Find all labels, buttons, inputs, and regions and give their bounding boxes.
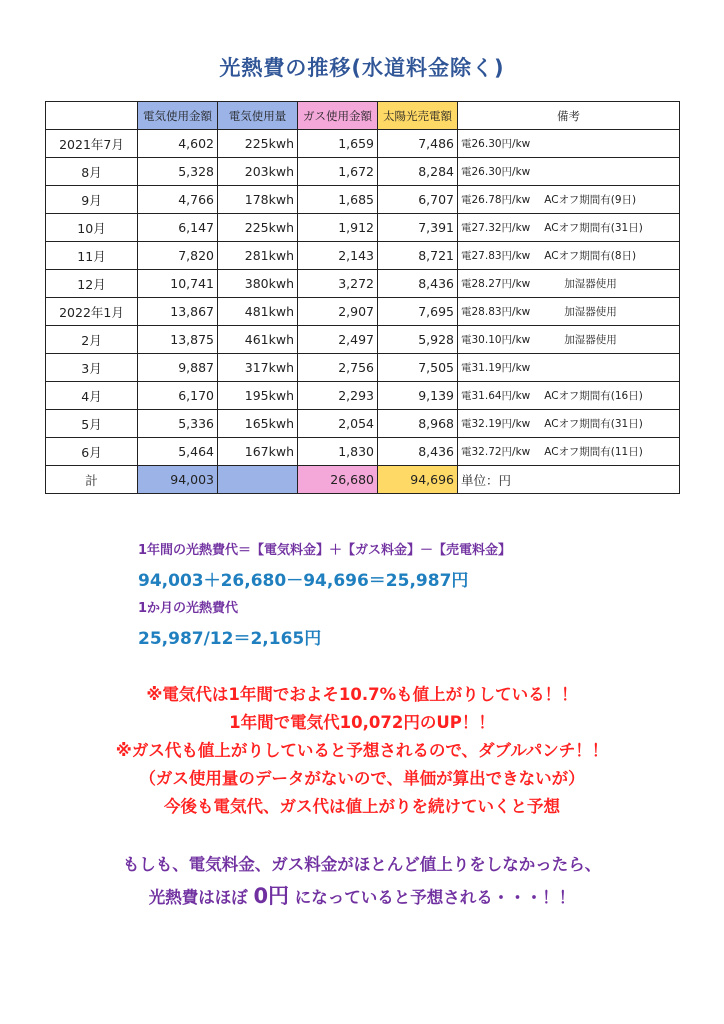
electric-cost-cell: 13,875 bbox=[138, 326, 218, 354]
rate-note: 電26.30円/kw bbox=[461, 138, 531, 150]
remark-note: ACオフ期間有(9日) bbox=[544, 194, 637, 206]
conclusion-pre: 光熱費はほぼ bbox=[148, 888, 254, 907]
yearly-formula-label: 1年間の光熱費代＝【電気料金】＋【ガス料金】－【売電料金】 bbox=[138, 543, 512, 558]
notes-cell bbox=[458, 130, 680, 158]
electric-usage-cell: 195kwh bbox=[218, 382, 298, 410]
notes-cell bbox=[458, 354, 680, 382]
electric-usage-cell: 317kwh bbox=[218, 354, 298, 382]
solar-sales-cell: 8,721 bbox=[378, 242, 458, 270]
month-cell: 2月 bbox=[46, 326, 138, 354]
table-row bbox=[46, 158, 680, 186]
month-cell: 11月 bbox=[46, 242, 138, 270]
total-row bbox=[46, 466, 680, 494]
electric-cost-cell: 6,147 bbox=[138, 214, 218, 242]
rate-note: 電32.19円/kw bbox=[461, 418, 531, 430]
electric-cost-cell: 7,820 bbox=[138, 242, 218, 270]
solar-sales-cell: 8,436 bbox=[378, 270, 458, 298]
electric-usage-cell: 380kwh bbox=[218, 270, 298, 298]
notes-cell bbox=[458, 298, 680, 326]
remark-note: ACオフ期間有(31日) bbox=[544, 222, 643, 234]
table-body bbox=[46, 130, 680, 466]
remark-note: 加湿器使用 bbox=[564, 306, 617, 318]
rate-note: 電32.72円/kw bbox=[461, 446, 531, 458]
solar-sales-cell: 8,968 bbox=[378, 410, 458, 438]
gas-cost-cell: 3,272 bbox=[298, 270, 378, 298]
month-cell: 8月 bbox=[46, 158, 138, 186]
rate-note: 電27.83円/kw bbox=[461, 250, 531, 262]
solar-sales-cell: 8,284 bbox=[378, 158, 458, 186]
conclusion-line-2 bbox=[0, 880, 724, 910]
table-row bbox=[46, 382, 680, 410]
notes-cell bbox=[458, 158, 680, 186]
rate-note: 電31.64円/kw bbox=[461, 390, 531, 402]
header-electric-usage: 電気使用量 bbox=[218, 102, 298, 130]
warning-line-3: ※ガス代も値上がりしていると予想されるので、ダブルパンチ！！ bbox=[115, 741, 609, 760]
gas-cost-cell: 1,659 bbox=[298, 130, 378, 158]
solar-sales-cell: 7,391 bbox=[378, 214, 458, 242]
table-row bbox=[46, 298, 680, 326]
month-cell: 6月 bbox=[46, 438, 138, 466]
gas-cost-cell: 2,143 bbox=[298, 242, 378, 270]
month-cell: 12月 bbox=[46, 270, 138, 298]
electric-usage-cell: 481kwh bbox=[218, 298, 298, 326]
gas-cost-cell: 2,907 bbox=[298, 298, 378, 326]
month-cell: 5月 bbox=[46, 410, 138, 438]
gas-cost-cell: 1,912 bbox=[298, 214, 378, 242]
rate-note: 電28.27円/kw bbox=[461, 278, 531, 290]
yearly-formula-value: 94,003＋26,680－94,696＝25,987円 bbox=[138, 571, 469, 591]
notes-cell bbox=[458, 438, 680, 466]
electric-usage-cell: 461kwh bbox=[218, 326, 298, 354]
electric-usage-cell: 165kwh bbox=[218, 410, 298, 438]
solar-sales-cell: 6,707 bbox=[378, 186, 458, 214]
electric-cost-cell: 10,741 bbox=[138, 270, 218, 298]
utility-cost-table bbox=[45, 101, 680, 494]
solar-sales-cell: 8,436 bbox=[378, 438, 458, 466]
header-month bbox=[46, 102, 138, 130]
table-row bbox=[46, 214, 680, 242]
rate-note: 電26.78円/kw bbox=[461, 194, 531, 206]
table-row bbox=[46, 186, 680, 214]
electric-cost-cell: 5,464 bbox=[138, 438, 218, 466]
monthly-formula-value: 25,987/12＝2,165円 bbox=[138, 629, 322, 649]
table-row bbox=[46, 410, 680, 438]
page-title: 光熱費の推移(水道料金除く) bbox=[219, 56, 505, 80]
conclusion-line-1: もしも、電気料金、ガス料金がほとんど値上りをしなかったら、 bbox=[122, 855, 602, 874]
table-row bbox=[46, 326, 680, 354]
remark-note: ACオフ期間有(8日) bbox=[544, 250, 637, 262]
total-electric-usage bbox=[218, 466, 298, 494]
electric-usage-cell: 203kwh bbox=[218, 158, 298, 186]
table-row bbox=[46, 438, 680, 466]
rate-note: 電31.19円/kw bbox=[461, 362, 531, 374]
gas-cost-cell: 2,756 bbox=[298, 354, 378, 382]
electric-usage-cell: 225kwh bbox=[218, 130, 298, 158]
month-cell: 3月 bbox=[46, 354, 138, 382]
table-row bbox=[46, 354, 680, 382]
gas-cost-cell: 2,293 bbox=[298, 382, 378, 410]
month-cell: 4月 bbox=[46, 382, 138, 410]
header-electric-cost: 電気使用金額 bbox=[138, 102, 218, 130]
remark-note: 加湿器使用 bbox=[564, 334, 617, 346]
solar-sales-cell: 7,695 bbox=[378, 298, 458, 326]
header-notes: 備考 bbox=[458, 102, 680, 130]
notes-cell bbox=[458, 242, 680, 270]
solar-sales-cell: 7,505 bbox=[378, 354, 458, 382]
notes-cell bbox=[458, 410, 680, 438]
gas-cost-cell: 2,054 bbox=[298, 410, 378, 438]
monthly-formula-label: 1か月の光熱費代 bbox=[138, 601, 239, 616]
table-row bbox=[46, 242, 680, 270]
month-cell: 9月 bbox=[46, 186, 138, 214]
gas-cost-cell: 2,497 bbox=[298, 326, 378, 354]
solar-sales-cell: 7,486 bbox=[378, 130, 458, 158]
warning-line-4: （ガス使用量のデータがないので、単価が算出できないが） bbox=[139, 769, 585, 788]
electric-cost-cell: 5,328 bbox=[138, 158, 218, 186]
total-solar-sales: 94,696 bbox=[378, 466, 458, 494]
notes-cell bbox=[458, 270, 680, 298]
electric-usage-cell: 178kwh bbox=[218, 186, 298, 214]
conclusion-zero-yen: 0円 bbox=[253, 884, 290, 908]
month-cell: 2022年1月 bbox=[46, 298, 138, 326]
month-cell: 2021年7月 bbox=[46, 130, 138, 158]
header-gas-cost: ガス使用金額 bbox=[298, 102, 378, 130]
rate-note: 電30.10円/kw bbox=[461, 334, 531, 346]
electric-usage-cell: 167kwh bbox=[218, 438, 298, 466]
gas-cost-cell: 1,685 bbox=[298, 186, 378, 214]
remark-note: ACオフ期間有(16日) bbox=[544, 390, 643, 402]
total-gas-cost: 26,680 bbox=[298, 466, 378, 494]
rate-note: 電28.83円/kw bbox=[461, 306, 531, 318]
conclusion-post: になっていると予想される・・・！！ bbox=[289, 888, 576, 907]
solar-sales-cell: 5,928 bbox=[378, 326, 458, 354]
solar-sales-cell: 9,139 bbox=[378, 382, 458, 410]
table-row bbox=[46, 130, 680, 158]
electric-cost-cell: 4,602 bbox=[138, 130, 218, 158]
electric-usage-cell: 281kwh bbox=[218, 242, 298, 270]
electric-cost-cell: 5,336 bbox=[138, 410, 218, 438]
total-unit-note: 単位：円 bbox=[458, 466, 680, 494]
header-solar-sales: 太陽光売電額 bbox=[378, 102, 458, 130]
gas-cost-cell: 1,672 bbox=[298, 158, 378, 186]
electric-cost-cell: 9,887 bbox=[138, 354, 218, 382]
electric-cost-cell: 4,766 bbox=[138, 186, 218, 214]
rate-note: 電27.32円/kw bbox=[461, 222, 531, 234]
remark-note: ACオフ期間有(11日) bbox=[544, 446, 643, 458]
month-cell: 10月 bbox=[46, 214, 138, 242]
total-label: 計 bbox=[46, 466, 138, 494]
total-electric-cost: 94,003 bbox=[138, 466, 218, 494]
notes-cell bbox=[458, 186, 680, 214]
table-header-row bbox=[46, 102, 680, 130]
warning-line-2: 1年間で電気代10,072円のUP！！ bbox=[229, 713, 495, 732]
gas-cost-cell: 1,830 bbox=[298, 438, 378, 466]
notes-cell bbox=[458, 382, 680, 410]
electric-usage-cell: 225kwh bbox=[218, 214, 298, 242]
remark-note: ACオフ期間有(31日) bbox=[544, 418, 643, 430]
electric-cost-cell: 13,867 bbox=[138, 298, 218, 326]
table-row bbox=[46, 270, 680, 298]
electric-cost-cell: 6,170 bbox=[138, 382, 218, 410]
warning-line-1: ※電気代は1年間でおよそ10.7%も値上がりしている！！ bbox=[146, 685, 578, 704]
remark-note: 加湿器使用 bbox=[564, 278, 617, 290]
rate-note: 電26.30円/kw bbox=[461, 166, 531, 178]
notes-cell bbox=[458, 214, 680, 242]
warning-line-5: 今後も電気代、ガス代は値上がりを続けていくと予想 bbox=[164, 797, 560, 816]
notes-cell bbox=[458, 326, 680, 354]
